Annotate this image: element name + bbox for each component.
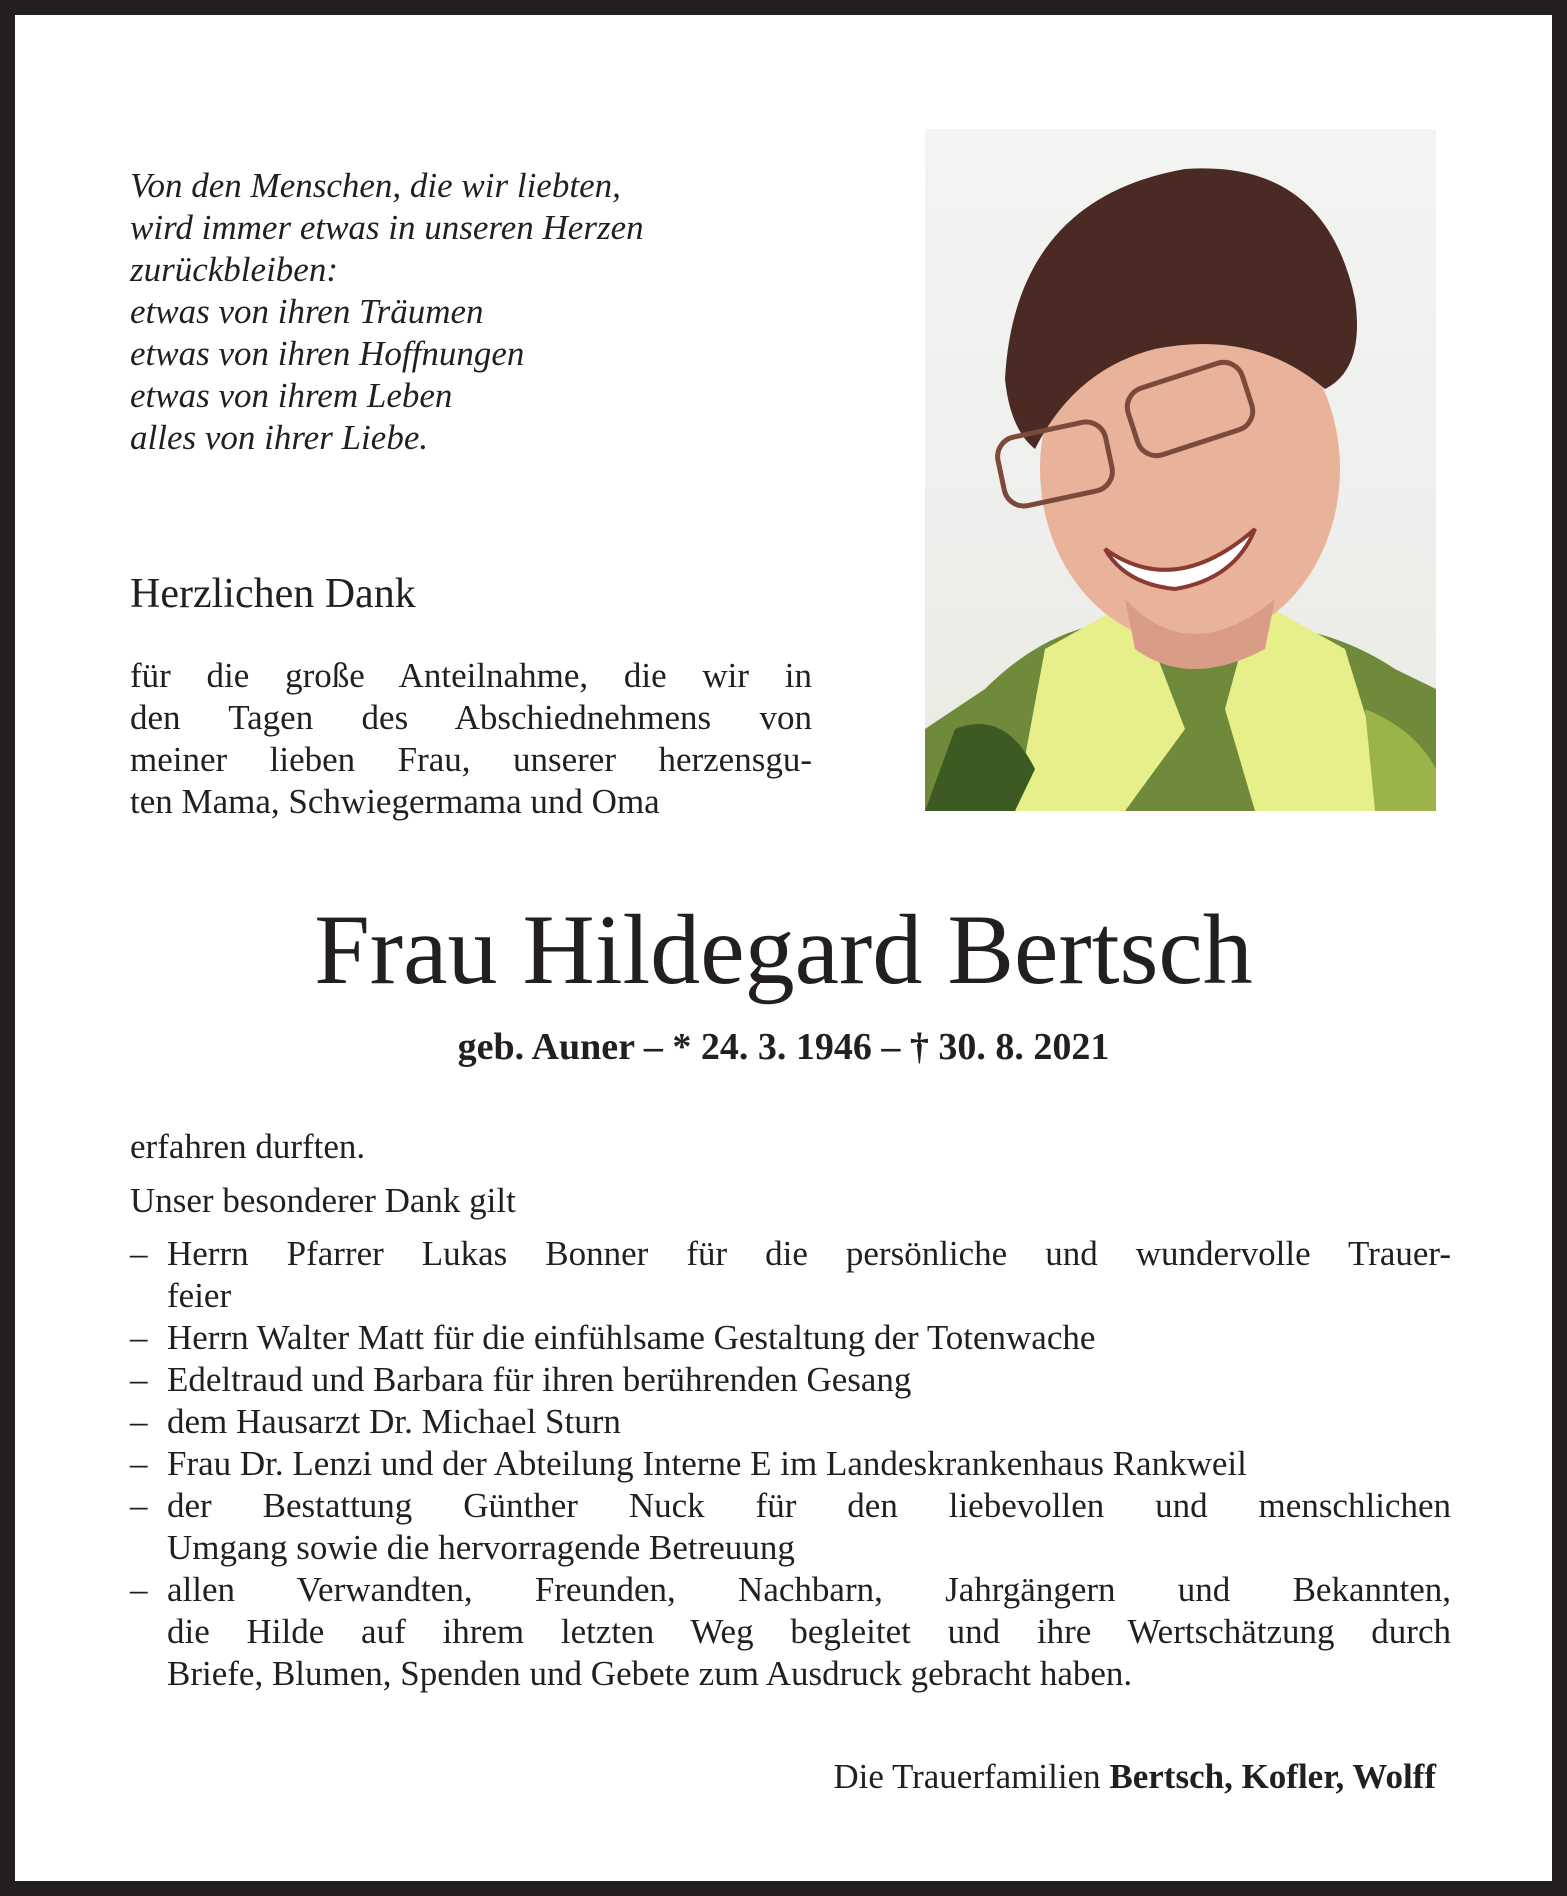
thanks-list-item — [130, 1569, 1451, 1695]
poem-line: etwas von ihrem Leben — [130, 376, 453, 415]
thanks-list-item — [130, 1317, 1451, 1359]
paragraph-line: für die große Anteilnahme, die wir in — [130, 656, 812, 695]
list-item-line: Briefe, Blumen, Spenden und Gebete zum Ausdruck gebracht haben. — [167, 1654, 1133, 1693]
paragraph-line: ten Mama, Schwiegermama und Oma — [130, 782, 660, 821]
thanks-paragraph — [130, 655, 812, 823]
deceased-name: Frau Hildegard Bertsch — [314, 894, 1253, 1005]
poem-line: alles von ihrer Liebe. — [130, 418, 429, 457]
list-dash: – — [130, 1360, 148, 1399]
signature-families: Bertsch, Kofler, Wolff — [1109, 1757, 1436, 1796]
list-item-line: Herrn Walter Matt für die einfühlsame Gestaltung der Totenwache — [167, 1318, 1096, 1357]
signature — [833, 1757, 1436, 1797]
signature-prefix: Die Trauerfamilien — [833, 1757, 1110, 1796]
thanks-list — [130, 1233, 1451, 1695]
poem-line: Von den Menschen, die wir liebten, — [130, 166, 621, 205]
poem-line: zurückbleiben: — [130, 250, 338, 289]
list-dash: – — [130, 1402, 148, 1441]
paragraph-line: den Tagen des Abschiednehmens von — [130, 698, 812, 737]
list-dash: – — [130, 1486, 148, 1525]
list-item-line: Frau Dr. Lenzi und der Abteilung Interne E im Landeskrankenhaus Rankweil — [167, 1444, 1247, 1483]
list-item-line: die Hilde auf ihrem letzten Weg begleitet und ihre Wertschätzung durch — [167, 1612, 1451, 1651]
list-item-line: dem Hausarzt Dr. Michael Sturn — [167, 1402, 621, 1441]
poem — [130, 165, 644, 459]
list-item-line: der Bestattung Günther Nuck für den liebevollen und menschlichen — [167, 1486, 1451, 1525]
portrait-photo — [925, 129, 1436, 811]
thanks-title: Herzlichen Dank — [130, 571, 416, 617]
list-dash: – — [130, 1234, 148, 1273]
list-item-line: feier — [167, 1276, 232, 1315]
list-dash: – — [130, 1444, 148, 1483]
thanks-list-item — [130, 1233, 1451, 1317]
poem-line: etwas von ihren Hoffnungen — [130, 334, 525, 373]
portrait-illustration — [925, 129, 1436, 811]
list-dash: – — [130, 1570, 148, 1609]
after-name-text: erfahren durften. — [130, 1127, 366, 1166]
thanks-list-item — [130, 1485, 1451, 1569]
list-item-line: allen Verwandten, Freunden, Nachbarn, Jahrgängern und Bekannten, — [167, 1570, 1451, 1609]
list-item-line: Herrn Pfarrer Lukas Bonner für die persönliche und wundervolle Trauer- — [167, 1234, 1451, 1273]
thanks-list-item — [130, 1443, 1451, 1485]
special-thanks-intro: Unser besonderer Dank gilt — [130, 1181, 516, 1220]
obituary-page — [15, 15, 1552, 1881]
list-dash: – — [130, 1318, 148, 1357]
paragraph-line: meiner lieben Frau, unserer herzensgu- — [130, 740, 812, 779]
poem-line: wird immer etwas in unseren Herzen — [130, 208, 644, 247]
list-item-line: Umgang sowie die hervorragende Betreuung — [167, 1528, 795, 1567]
thanks-list-item — [130, 1359, 1451, 1401]
list-item-line: Edeltraud und Barbara für ihren berührenden Gesang — [167, 1360, 912, 1399]
life-dates: geb. Auner – * 24. 3. 1946 – † 30. 8. 2021 — [457, 1026, 1110, 1068]
thanks-list-item — [130, 1401, 1451, 1443]
poem-line: etwas von ihren Träumen — [130, 292, 484, 331]
